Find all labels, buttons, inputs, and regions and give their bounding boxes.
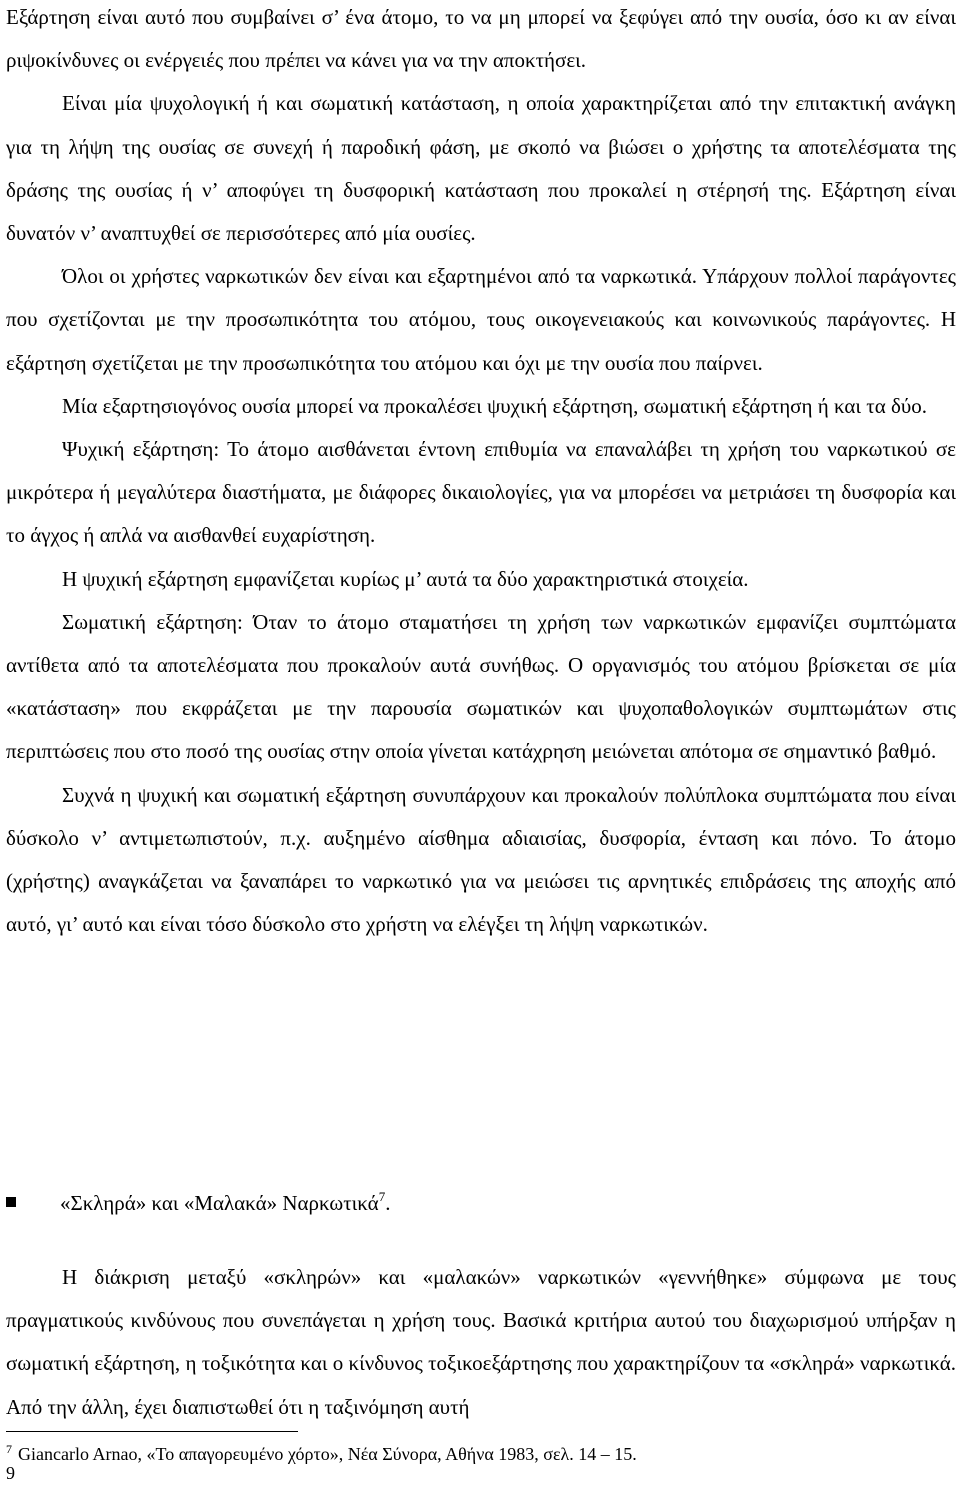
footnote [6,1437,956,1466]
paragraph: Είναι μία ψυχολογική ή και σωματική κατάσταση, η οποία χαρακτηρίζεται από την επιτακτική ανάγκη για τη λήψη της ουσίας σε συνεχή ή παροδική φάση, με σκοπό να βιώσει ο χρήστης τα αποτελέσματα της δράσης της ουσίας ή ν’ αποφύγει τη δυσφορική κατάσταση που προκαλεί η στέρησή της. Εξάρτηση είναι δυνατόν ν’ αναπτυχθεί σε περισσότερες από μία ουσίες. [6,91,956,246]
body-text [6,0,956,946]
footnote-reference[interactable]: 7 [378,1189,386,1204]
body-text-continued [6,1256,956,1429]
footnote-text: Giancarlo Arnao, «Το απαγορευμένο χόρτο», Νέα Σύνορα, Αθήνα 1983, σελ. 14 – 15. [18,1444,637,1464]
square-bullet-icon [6,1197,16,1207]
paragraph: Η διάκριση μεταξύ «σκληρών» και «μαλακών» ναρκωτικών «γεννήθηκε» σύμφωνα με τους πραγματικούς κινδύνους που συνεπάγεται η χρήση τους. Βασικά κριτήρια αυτού του διαχωρισμού υπήρξαν η σωματική εξάρτηση, η τοξικότητα και ο κίνδυνος τοξικοεξάρτησης που χαρακτηρίζουν τα «σκληρά» ναρκωτικά. Από την άλλη, έχει διαπιστωθεί ότι η ταξινόμηση αυτή [6,1265,956,1419]
paragraph: Μία εξαρτησιογόνος ουσία μπορεί να προκαλέσει ψυχική εξάρτηση, σωματική εξάρτηση ή και τα δύο. [62,393,927,418]
paragraph: Συχνά η ψυχική και σωματική εξάρτηση συνυπάρχουν και προκαλούν πολύπλοκα συμπτώματα που είναι δύσκολο ν’ αντιμετωπιστούν, π.χ. αυξημένο αίσθημα αδιαισίας, δυσφορία, ένταση και πόνο. Το άτομο (χρήστης) αναγκάζεται να ξαναπάρει το ναρκωτικό για να μειώσει τις αρνητικές επιδράσεις της αποχής από αυτό, γι’ αυτό και είναι τόσο δύσκολο στο χρήστη να ελέγξει τη λήψη ναρκωτικών. [6,782,956,937]
paragraph: Εξάρτηση είναι αυτό που συμβαίνει σ’ ένα άτομο, το να μη μπορεί να ξεφύγει από την ουσία, όσο κι αν είναι ριψοκίνδυνες οι ενέργειές που πρέπει να κάνει για να την αποκτήσει. [6,5,956,73]
footnote-mark: 7 [6,1442,12,1456]
paragraph: Σωματική εξάρτηση: Όταν το άτομο σταματήσει τη χρήση των ναρκωτικών εμφανίζει συμπτώματα αντίθετα από τα αποτελέσματα που προκαλούν αυτά συνήθως. Ο οργανισμός του ατόμου βρίσκεται σε μία «κατάσταση» που εκφράζεται με την παρουσία σωματικών και ψυχοπαθολογικών συμπτωμάτων στις περιπτώσεις που στο ποσό της ουσίας στην οποία γίνεται κατάχρηση μειώνεται απότομα σε σημαντικό βαθμό. [6,609,956,764]
section-heading [6,1177,956,1223]
section-heading-text: «Σκληρά» και «Μαλακά» Ναρκωτικά [60,1191,379,1215]
paragraph: Όλοι οι χρήστες ναρκωτικών δεν είναι και εξαρτημένοι από τα ναρκωτικά. Υπάρχουν πολλοί παράγοντες που σχετίζονται με την προσωπικότητα του ατόμου, τους οικογενειακούς και κοινωνικούς παράγοντες. Η εξάρτηση σχετίζεται με την προσωπικότητα του ατόμου και όχι με την ουσία που παίρνει. [6,264,956,375]
paragraph: Η ψυχική εξάρτηση εμφανίζεται κυρίως μ’ αυτά τα δύο χαρακτηριστικά στοιχεία. [62,566,749,591]
paragraph: Ψυχική εξάρτηση: Το άτομο αισθάνεται έντονη επιθυμία να επαναλάβει τη χρήση του ναρκωτικού σε μικρότερα ή μεγαλύτερα διαστήματα, με διάφορες δικαιολογίες, για να μπορέσει να μετριάσει τη δυσφορία και το άγχος ή απλά να αισθανθεί ευχαρίστηση. [6,437,956,548]
page-number: 9 [6,1463,15,1483]
footnote-divider [6,1431,298,1432]
section-heading-period: . [385,1191,391,1215]
